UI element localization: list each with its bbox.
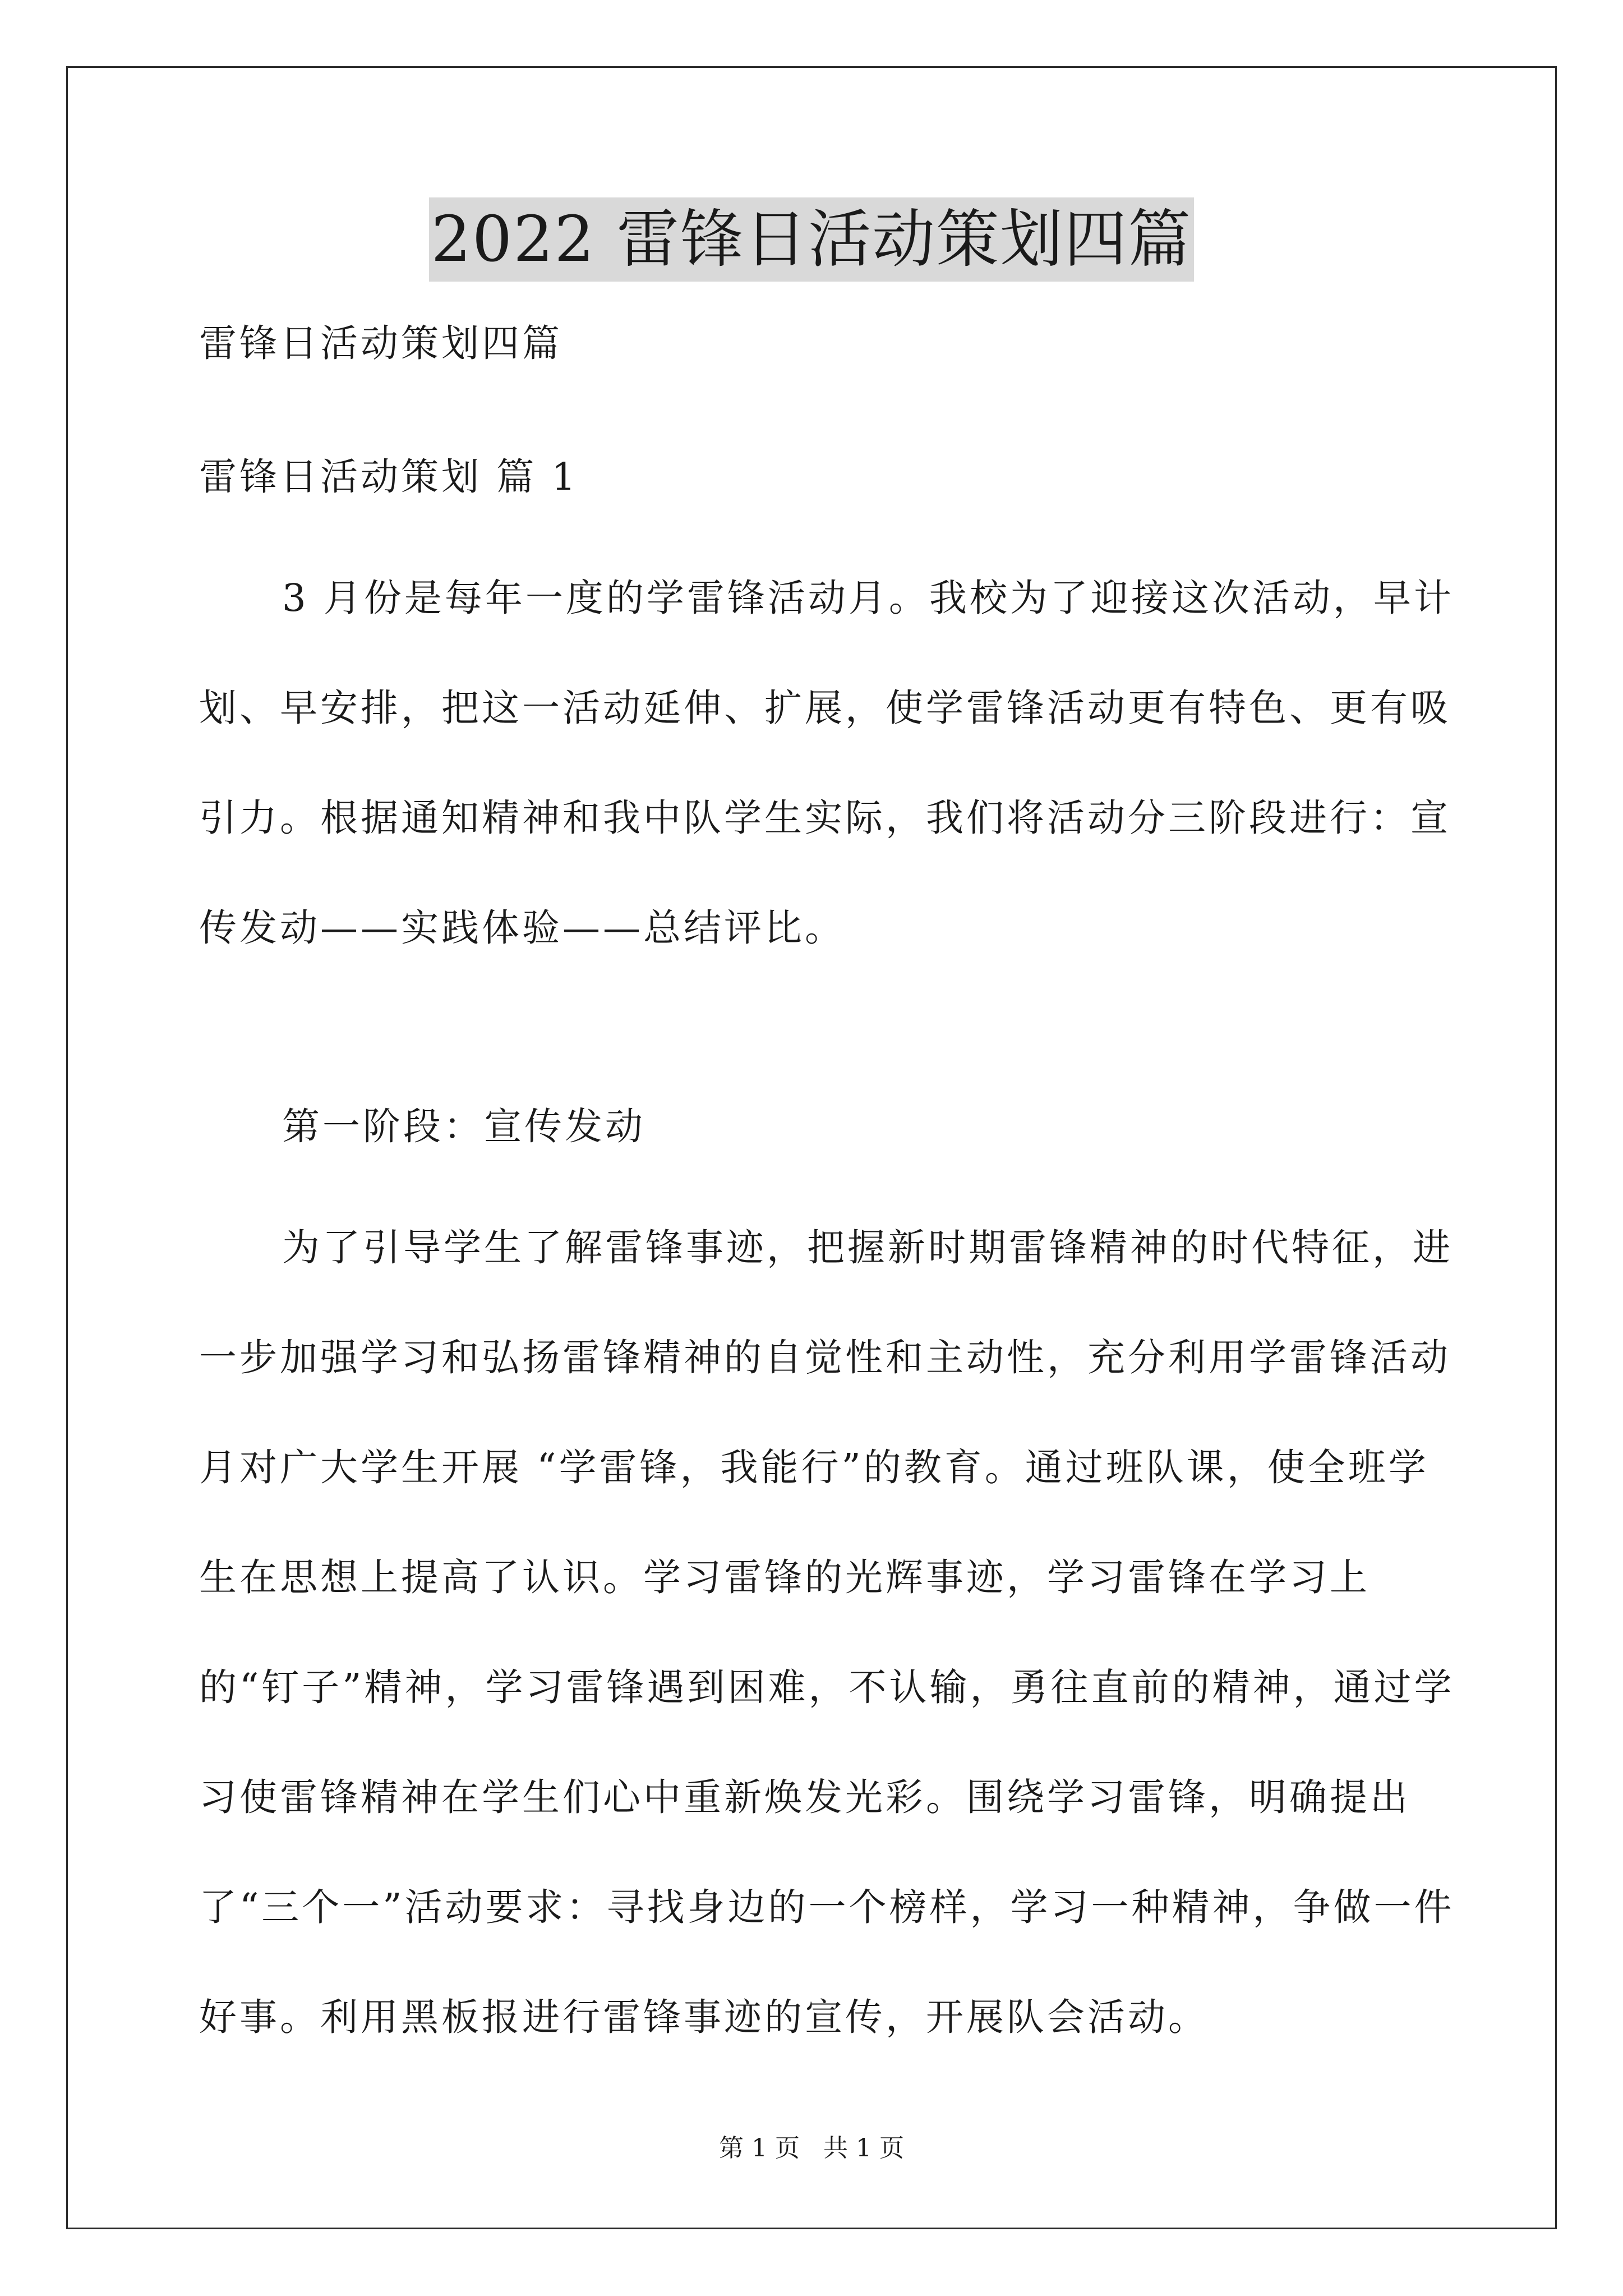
page-number: 第 1 页 <box>719 2134 800 2162</box>
paragraph-intro: 3 月份是每年一度的学雷锋活动月。我校为了迎接这次活动，早计划、早安排，把这一活动延伸、扩展，使学雷锋活动更有特色、更有吸引力。根据通知精神和我中队学生实际，我们将活动分三阶段进行：宣传发动——实践体验——总结评比。 <box>199 576 1454 950</box>
page-total: 共 1 页 <box>823 2134 904 2162</box>
title-container <box>0 197 1623 282</box>
page-footer <box>0 2132 1623 2165</box>
section-heading: 雷锋日活动策划 篇 1 <box>199 455 579 499</box>
stage-heading: 第一阶段：宣传发动 <box>282 1105 645 1148</box>
paragraph-stage-one: 为了引导学生了解雷锋事迹，把握新时期雷锋精神的时代特征，进一步加强学习和弘扬雷锋精神的自觉性和主动性，充分利用学雷锋活动月对广大学生开展 “学雷锋，我能行”的教育。通过班队课，使全班学生在思想上提高了认识。学习雷锋的光辉事迹，学习雷锋在学习上的“钉子”精神，学习雷锋遇到困难，不认输，勇往直前的精神，通过学习使雷锋精神在学生们心中重新焕发光彩。围绕学习雷锋，明确提出了“三个一”活动要求：寻找身边的一个榜样，学习一种精神，争做一件好事。利用黑板报进行雷锋事迹的宣传，开展队会活动。 <box>199 1226 1455 2039</box>
document-title: 2022 雷锋日活动策划四篇 <box>429 197 1195 282</box>
document-subtitle: 雷锋日活动策划四篇 <box>199 321 562 365</box>
